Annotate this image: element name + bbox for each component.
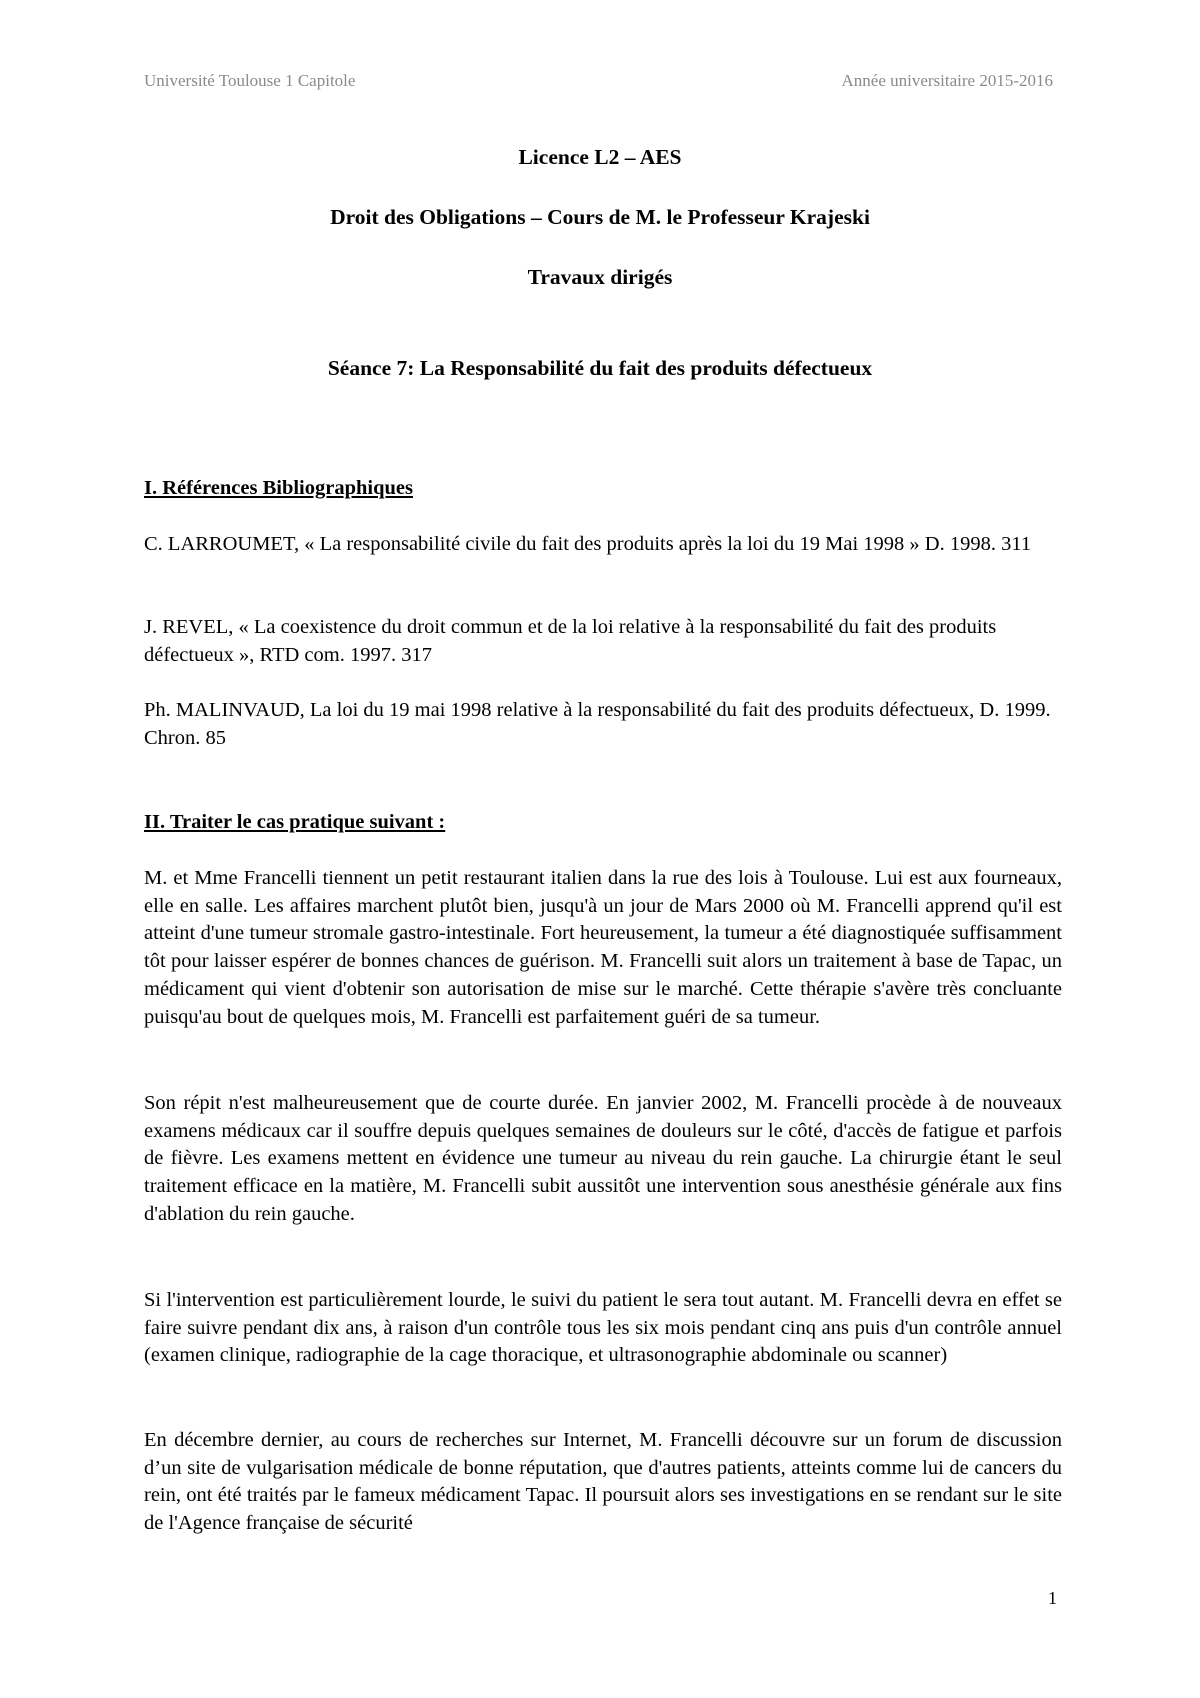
case-paragraph: Si l'intervention est particulièrement lourde, le suivi du patient le sera tout autant. M. Francelli devra en effet se faire suivre pendant dix ans, à raison d'un contrôle tous les six mois pendant cinq ans puis d'un contrôle annuel (examen clinique, radiographie de la cage thoracique, et ultrasonographie abdominale ou scanner) [144,1289,1062,1367]
case-paragraph: Son répit n'est malheureusement que de courte durée. En janvier 2002, M. Francelli procède à de nouveaux examens médicaux car il souffre depuis quelques semaines de douleurs sur le côté, d'accès de fatigue et parfois de fièvre. Les examens mettent en évidence une tumeur au niveau du rein gauche. La chirurgie étant le seul traitement efficace en la matière, M. Francelli subit aussitôt une intervention sous anesthésie générale aux fins d'ablation du rein gauche. [144,1092,1062,1225]
tutorial-title: Travaux dirigés [527,265,673,289]
reference-item: J. REVEL, « La coexistence du droit commun et de la loi relative à la responsabilité du fait des produits défectueux », RTD com. 1997. 317 [144,616,997,666]
course-level-title: Licence L2 – AES [518,145,682,169]
course-title: Droit des Obligations – Cours de M. le Professeur Krajeski [330,205,870,229]
section-heading-references: I. Références Bibliographiques [144,477,413,499]
reference-item: C. LARROUMET, « La responsabilité civile du fait des produits après la loi du 19 Mai 1998 » D. 1998. 311 [144,533,1032,555]
session-title: Séance 7: La Responsabilité du fait des produits défectueux [327,356,873,380]
section-heading-case-study: II. Traiter le cas pratique suivant : [144,811,446,833]
case-paragraph: M. et Mme Francelli tiennent un petit restaurant italien dans la rue des lois à Toulouse. Lui est aux fourneaux, elle en salle. Les affaires marchent plutôt bien, jusqu'à un jour de Mars 2000 où M. Francelli apprend qu'il est atteint d'une tumeur stromale gastro-intestinale. Fort heureusement, la tumeur a été diagnostiquée suffisamment tôt pour laisser espérer de bonnes chances de guérison. M. Francelli suit alors un traitement à base de Tapac, un médicament qui vient d'obtenir son autorisation de mise sur le marché. Cette thérapie s'avère très concluante puisqu'au bout de quelques mois, M. Francelli est parfaitement guéri de sa tumeur. [144,867,1062,1028]
case-paragraph: En décembre dernier, au cours de recherches sur Internet, M. Francelli découvre sur un forum de discussion d’un site de vulgarisation médicale de bonne réputation, que d'autres patients, atteints comme lui de cancers du rein, ont été traités par le fameux médicament Tapac. Il poursuit alors ses investigations en se rendant sur le site de l'Agence française de sécurité [144,1429,1062,1535]
header-university: Université Toulouse 1 Capitole [144,71,356,90]
page-number: 1 [1048,1588,1057,1608]
reference-item: Ph. MALINVAUD, La loi du 19 mai 1998 relative à la responsabilité du fait des produits défectueux, D. 1999. Chron. 85 [144,699,1051,749]
header-academic-year: Année universitaire 2015-2016 [841,71,1053,90]
